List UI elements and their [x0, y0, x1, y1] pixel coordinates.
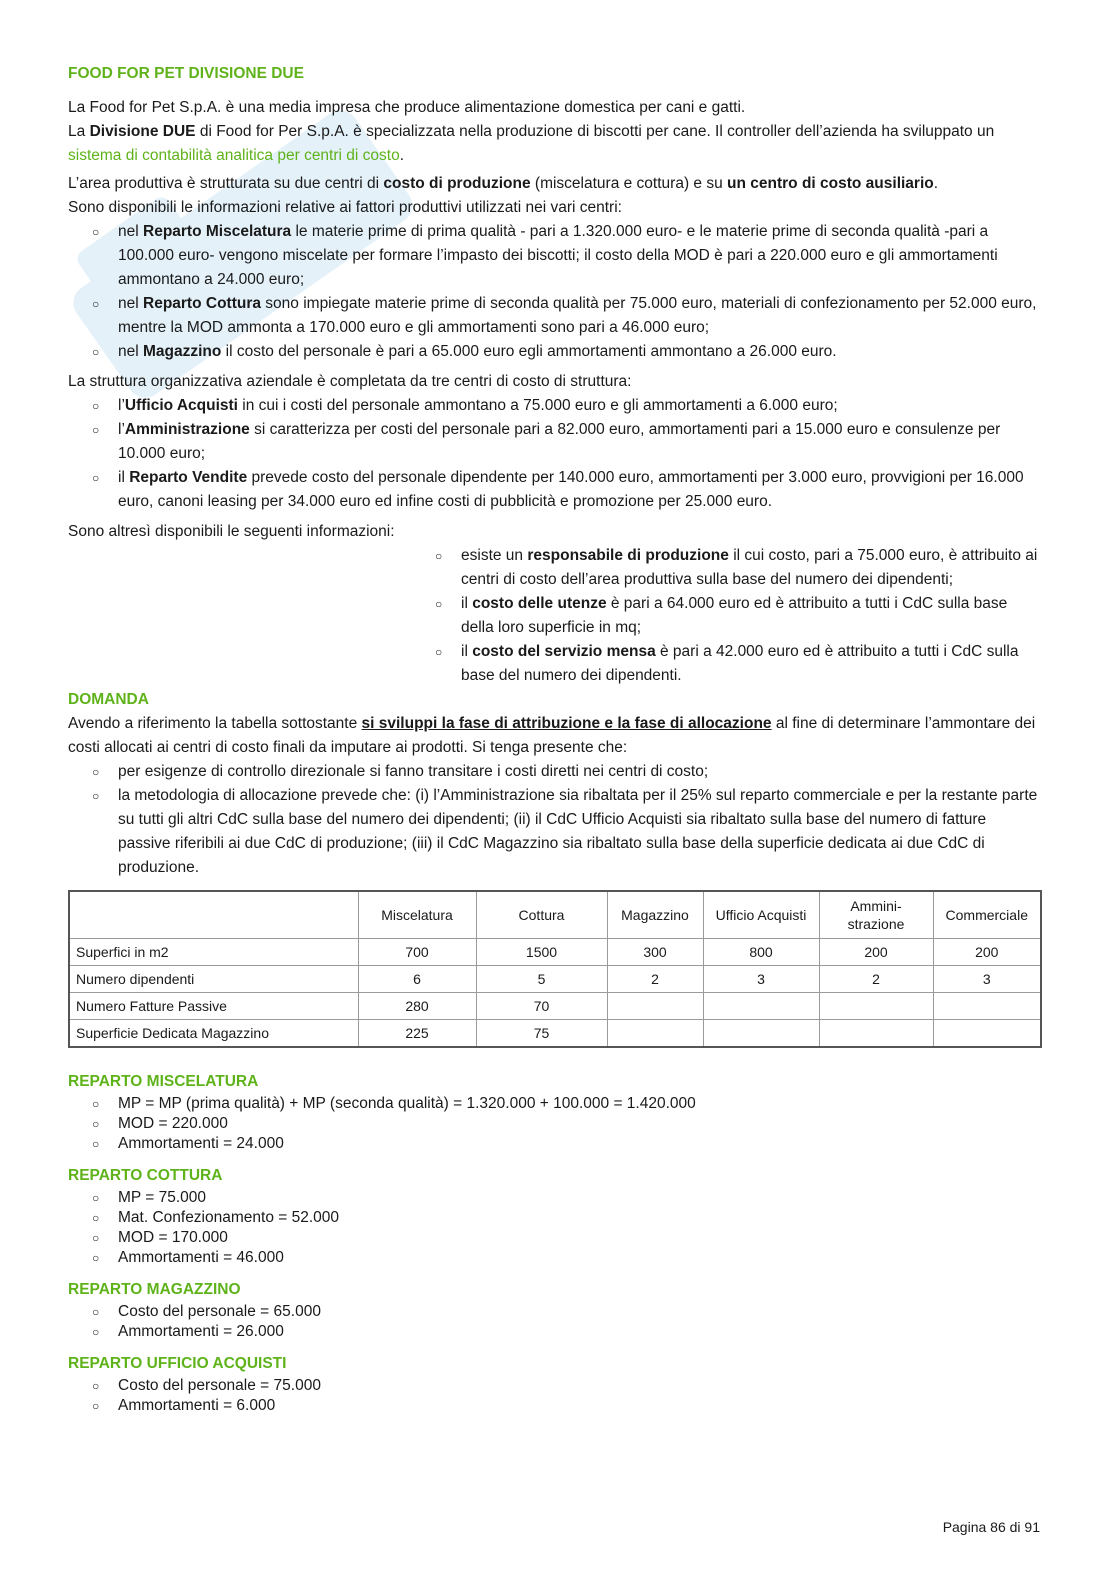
other-info-intro: Sono altresì disponibili le seguenti informazioni:: [68, 523, 395, 540]
table-header: [69, 891, 358, 939]
table-cell: 225: [358, 1020, 476, 1048]
list-item: ○ l’Amministrazione si caratterizza per costi del personale pari a 82.000 euro, ammortamenti pari a 15.000 euro e consulenze per 10.000 euro;: [118, 418, 1040, 466]
table-cell: Superficie Dedicata Magazzino: [69, 1020, 358, 1048]
list-item: ○ Ammortamenti = 46.000: [118, 1248, 1040, 1268]
table-header: Ufficio Acquisti: [703, 891, 819, 939]
list-item: ○ il costo delle utenze è pari a 64.000 euro ed è attribuito a tutti i CdC sulla base della loro superficie in mq;: [461, 592, 1040, 640]
table-header: Magazzino: [607, 891, 703, 939]
table-cell: 1500: [476, 939, 607, 966]
table-header-row: [69, 891, 1041, 939]
table-header: Miscelatura: [358, 891, 476, 939]
section-list-ufficio-acquisti: [68, 1376, 1040, 1416]
table-cell: 280: [358, 993, 476, 1020]
list-item: ○ Ammortamenti = 6.000: [118, 1396, 1040, 1416]
table-header: Cottura: [476, 891, 607, 939]
section-heading-cottura: REPARTO COTTURA: [68, 1167, 223, 1184]
table-cell: [819, 993, 933, 1020]
page-title: FOOD FOR PET DIVISIONE DUE: [68, 65, 304, 82]
intro-paragraph-3: L’area produttiva è strutturata su due centri di costo di produzione (miscelatura e cottura) e su un centro di costo ausiliario.: [68, 175, 939, 192]
table-cell: 5: [476, 966, 607, 993]
table-cell: 800: [703, 939, 819, 966]
table-cell: [819, 1020, 933, 1048]
list-item: ○ Mat. Confezionamento = 52.000: [118, 1208, 1040, 1228]
section-heading-ufficio-acquisti: REPARTO UFFICIO ACQUISTI: [68, 1355, 287, 1372]
table-cell: Superfici in m2: [69, 939, 358, 966]
section-list-miscelatura: [68, 1094, 1040, 1154]
table-cell: 3: [933, 966, 1041, 993]
table-header: Commerciale: [933, 891, 1041, 939]
list-item: ○ nel Reparto Miscelatura le materie prime di prima qualità - pari a 1.320.000 euro- e le materie prime di seconda qualità -pari a 100.000 euro- vengono miscelate per formare l’impasto dei biscotti; il costo della MOD è pari a 220.000 euro e gli ammortamenti ammontano a 24.000 euro;: [118, 220, 1040, 292]
structure-centers-list: [68, 394, 1040, 514]
table-cell: [933, 993, 1041, 1020]
table-row: [69, 939, 1041, 966]
intro-paragraph-1: La Food for Pet S.p.A. è una media impresa che produce alimentazione domestica per cani e gatti.: [68, 99, 746, 116]
table-cell: 70: [476, 993, 607, 1020]
production-centers-list: [68, 220, 1040, 364]
table-cell: Numero dipendenti: [69, 966, 358, 993]
cost-centers-table: [68, 890, 1042, 1048]
table-cell: Numero Fatture Passive: [69, 993, 358, 1020]
table-cell: 2: [819, 966, 933, 993]
page-number: Pagina 86 di 91: [942, 1519, 1040, 1535]
list-item: ○ per esigenze di controllo direzionale si fanno transitare i costi diretti nei centri di costo;: [118, 760, 1040, 784]
table-cell: 3: [703, 966, 819, 993]
structure-intro: La struttura organizzativa aziendale è completata da tre centri di costo di struttura:: [68, 373, 632, 390]
section-list-magazzino: [68, 1302, 1040, 1342]
list-item: ○ l’Ufficio Acquisti in cui i costi del personale ammontano a 75.000 euro e gli ammortamenti a 6.000 euro;: [118, 394, 1040, 418]
table-cell: [703, 1020, 819, 1048]
table-row: [69, 966, 1041, 993]
table-header: Ammini-strazione: [819, 891, 933, 939]
section-list-cottura: [68, 1188, 1040, 1268]
domanda-list: [68, 760, 1040, 880]
list-item: ○ Costo del personale = 65.000: [118, 1302, 1040, 1322]
other-info-list: [68, 544, 1040, 688]
list-item: ○ MOD = 170.000: [118, 1228, 1040, 1248]
list-item: ○ il costo del servizio mensa è pari a 42.000 euro ed è attribuito a tutti i CdC sulla base del numero dei dipendenti.: [461, 640, 1040, 688]
table-cell: 6: [358, 966, 476, 993]
table-cell: 200: [819, 939, 933, 966]
table-cell: [933, 1020, 1041, 1048]
table-cell: 700: [358, 939, 476, 966]
list-item: ○ Ammortamenti = 26.000: [118, 1322, 1040, 1342]
table-cell: 2: [607, 966, 703, 993]
list-item: ○ MP = 75.000: [118, 1188, 1040, 1208]
list-item: ○ il Reparto Vendite prevede costo del personale dipendente per 140.000 euro, ammortamenti per 3.000 euro, provvigioni per 16.000 euro, canoni leasing per 34.000 euro ed infine costi di pubblicità e promozione per 25.000 euro.: [118, 466, 1040, 514]
list-item: ○ la metodologia di allocazione prevede che: (i) l’Amministrazione sia ribaltata per il 25% sul reparto commerciale e per la restante parte su tutti gli altri CdC sulla base del numero dei dipendenti; (ii) il CdC Ufficio Acquisti sia ribaltato sulla base del numero di fatture passive riferibili ai due CdC di produzione; (iii) il CdC Magazzino sia ribaltato sulla base della superficie dedicata ai due CdC di produzione.: [118, 784, 1040, 880]
list-item: ○ nel Reparto Cottura sono impiegate materie prime di seconda qualità per 75.000 euro, materiali di confezionamento per 52.000 euro, mentre la MOD ammonta a 170.000 euro e gli ammortamenti sono pari a 46.000 euro;: [118, 292, 1040, 340]
table-cell: 75: [476, 1020, 607, 1048]
section-heading-magazzino: REPARTO MAGAZZINO: [68, 1281, 241, 1298]
list-item: ○ MOD = 220.000: [118, 1114, 1040, 1134]
domanda-heading: DOMANDA: [68, 691, 149, 708]
table-cell: 200: [933, 939, 1041, 966]
table-cell: [703, 993, 819, 1020]
domanda-text: Avendo a riferimento la tabella sottostante si sviluppi la fase di attribuzione e la fase di allocazione al fine di determinare l’ammontare dei costi allocati ai centri di costo finali da imputare ai prodotti. Si tenga presente che:: [68, 715, 1036, 756]
table-cell: [607, 993, 703, 1020]
list-item: ○ Costo del personale = 75.000: [118, 1376, 1040, 1396]
list-item: ○ MP = MP (prima qualità) + MP (seconda qualità) = 1.320.000 + 100.000 = 1.420.000: [118, 1094, 1040, 1114]
intro-paragraph-2: La Divisione DUE di Food for Per S.p.A. è specializzata nella produzione di biscotti per cane. Il controller dell’azienda ha sviluppato un sistema di contabilità analitica per centri di costo.: [68, 123, 995, 164]
section-heading-miscelatura: REPARTO MISCELATURA: [68, 1073, 259, 1090]
table-cell: [607, 1020, 703, 1048]
list-item: ○ Ammortamenti = 24.000: [118, 1134, 1040, 1154]
table-row: [69, 993, 1041, 1020]
list-item: ○ nel Magazzino il costo del personale è pari a 65.000 euro egli ammortamenti ammontano a 26.000 euro.: [118, 340, 1040, 364]
document-page: [68, 62, 1040, 1416]
table-cell: 300: [607, 939, 703, 966]
table-row: [69, 1020, 1041, 1048]
list-item: ○ esiste un responsabile di produzione il cui costo, pari a 75.000 euro, è attribuito ai centri di costo dell’area produttiva sulla base del numero dei dipendenti;: [461, 544, 1040, 592]
accounting-system-highlight: sistema di contabilità analitica per centri di costo: [68, 147, 400, 164]
intro-paragraph-4: Sono disponibili le informazioni relative ai fattori produttivi utilizzati nei vari centri:: [68, 199, 622, 216]
